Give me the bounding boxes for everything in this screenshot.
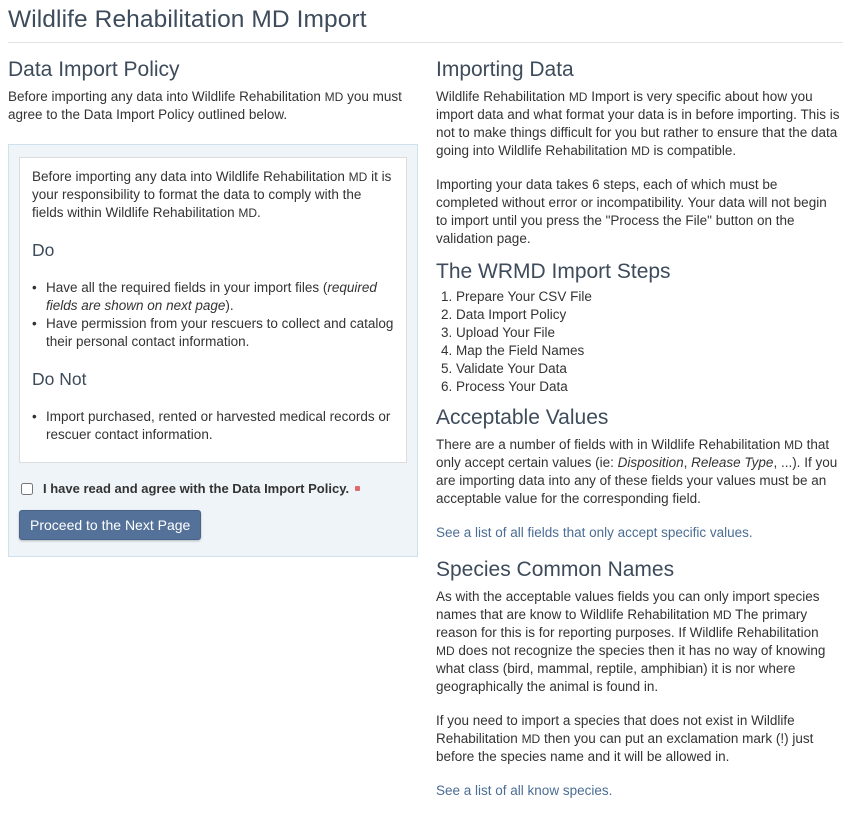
agree-label: I have read and agree with the Data Import Policy. [43, 481, 350, 496]
importing-heading: Importing Data [436, 58, 574, 81]
step-item: 6. Process Your Data [456, 378, 841, 396]
policy-box [19, 157, 407, 463]
do-not-item: • Import purchased, rented or harvested medical records or rescuer contact information. [46, 408, 394, 444]
steps-list [436, 288, 841, 396]
step-item: 4. Map the Field Names [456, 342, 841, 360]
agree-row[interactable] [19, 481, 407, 496]
policy-box-text: Before importing any data into Wildlife Rehabilitation MD it is your responsibility to format the data to comply with the fields within Wildlife Rehabilitation MD. [32, 169, 392, 220]
policy-panel [8, 144, 418, 557]
do-not-heading: Do Not [32, 369, 87, 389]
proceed-button[interactable]: Proceed to the Next Page [19, 510, 201, 540]
acceptable-heading: Acceptable Values [436, 406, 609, 429]
do-item: • Have all the required fields in your import files (required fields are shown on next page). [46, 279, 394, 315]
species-list-link[interactable]: See a list of all know species. [436, 783, 613, 798]
do-heading: Do [32, 240, 55, 260]
do-item: • Have permission from your rescuers to collect and catalog their personal contact information. [46, 315, 394, 351]
step-item: 1. Prepare Your CSV File [456, 288, 841, 306]
do-list [32, 279, 394, 351]
step-item: 5. Validate Your Data [456, 360, 841, 378]
species-paragraph-2: If you need to import a species that does not exist in Wildlife Rehabilitation MD then you can put an exclamation mark (!) just before the species name and it will be allowed in. [436, 713, 814, 764]
species-heading: Species Common Names [436, 558, 675, 581]
step-item: 2. Data Import Policy [456, 306, 841, 324]
acceptable-values-link[interactable]: See a list of all fields that only accept specific values. [436, 525, 753, 540]
importing-paragraph-1: Wildlife Rehabilitation MD Import is very specific about how you import data and what format your data is in before importing. This is not to make things difficult for you but rather to ensure that the data going into Wildlife Rehabilitation MD is compatible. [436, 89, 840, 158]
required-marker [355, 486, 360, 491]
info-column [436, 56, 841, 800]
importing-paragraph-2: Importing your data takes 6 steps, each of which must be completed without error or incompatibility. Your data will not begin to import until you press the "Process the File" button on the validation page. [436, 177, 827, 246]
title-divider [8, 42, 843, 43]
species-paragraph-1: As with the acceptable values fields you can only import species names that are know to Wildlife Rehabilitation MD The primary reason for this is for reporting purposes. If Wildlife Rehabilitation MD does not recognize the species then it has no way of knowing what class (bird, mammal, reptile, amphibian) it is nor where geographically the animal is found in. [436, 589, 826, 694]
acceptable-paragraph: There are a number of fields with in Wildlife Rehabilitation MD that only accept certain values (ie: Disposition, Release Type, ...). If you are importing data into any of these fields your values must be an acceptable value for the corresponding field. [436, 437, 838, 506]
page-title: Wildlife Rehabilitation MD Import [8, 6, 367, 33]
agree-checkbox[interactable] [21, 483, 33, 495]
steps-heading: The WRMD Import Steps [436, 260, 671, 283]
policy-intro: Before importing any data into Wildlife Rehabilitation MD you must agree to the Data Import Policy outlined below. [8, 89, 402, 122]
do-not-list [32, 408, 394, 444]
policy-heading: Data Import Policy [8, 58, 180, 81]
step-item: 3. Upload Your File [456, 324, 841, 342]
policy-column [8, 56, 418, 557]
